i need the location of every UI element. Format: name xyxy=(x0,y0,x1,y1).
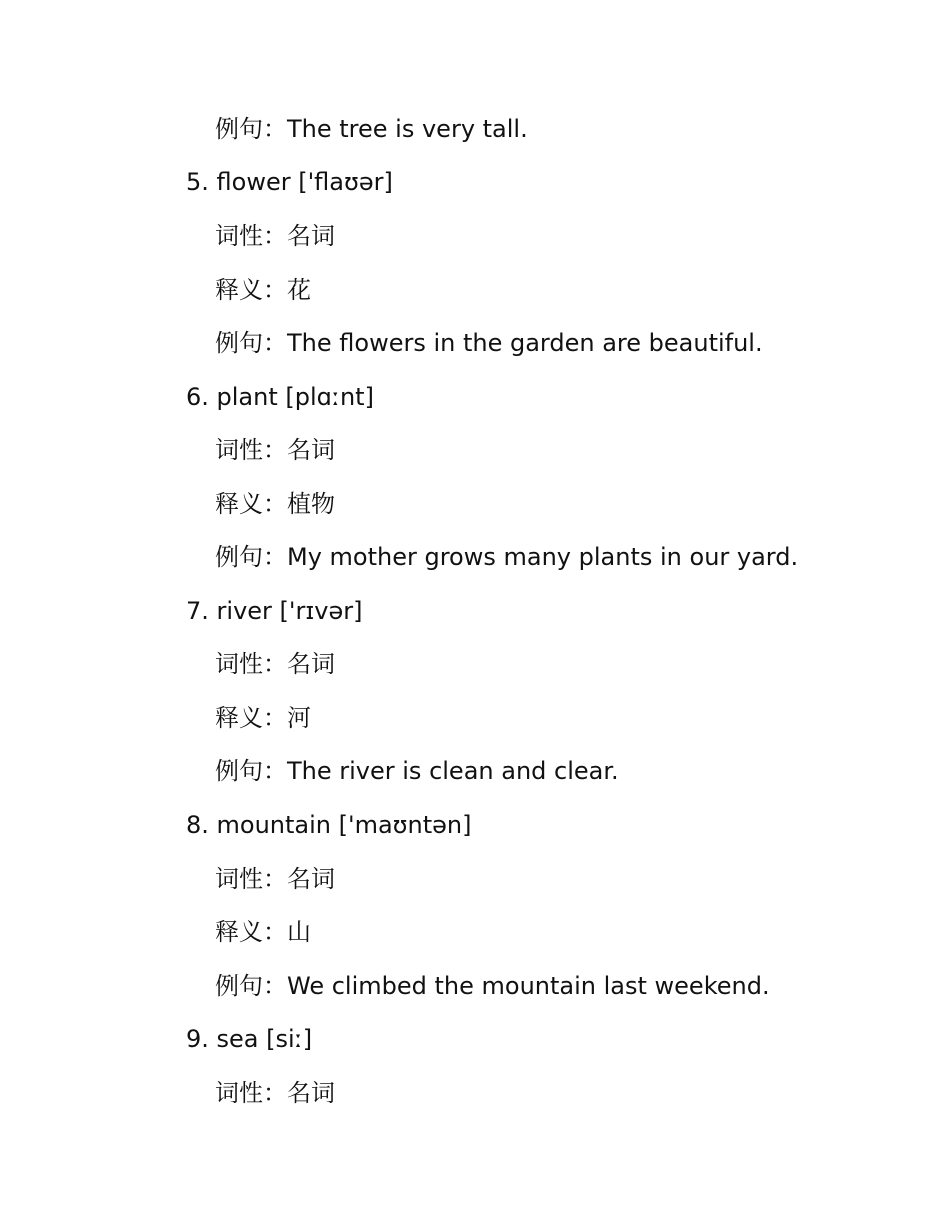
field-label: 释义 xyxy=(215,704,263,732)
field-separator: ： xyxy=(263,276,287,304)
field-separator: ： xyxy=(263,972,287,1000)
example-sentence-line xyxy=(215,542,798,572)
definition: 山 xyxy=(287,918,311,946)
example-sentence: The river is clean and clear. xyxy=(287,757,619,785)
vocab-entry-heading: 6. plant [plɑːnt] xyxy=(186,383,374,411)
field-separator: ： xyxy=(263,757,287,785)
definition: 植物 xyxy=(287,490,335,518)
field-separator: ： xyxy=(263,329,287,357)
part-of-speech: 名词 xyxy=(287,650,335,678)
field-label: 例句 xyxy=(215,543,263,571)
definition-line xyxy=(215,917,311,947)
field-separator: ： xyxy=(263,543,287,571)
field-separator: ： xyxy=(263,865,287,893)
definition-line xyxy=(215,489,335,519)
example-sentence: The flowers in the garden are beautiful. xyxy=(287,329,763,357)
vocab-entry-heading: 5. flower ['flaʊər] xyxy=(186,168,393,196)
example-sentence: My mother grows many plants in our yard. xyxy=(287,543,799,571)
definition: 花 xyxy=(287,276,311,304)
field-separator: ： xyxy=(263,115,287,143)
example-sentence-line xyxy=(215,328,763,358)
field-label: 例句 xyxy=(215,972,263,1000)
field-separator: ： xyxy=(263,918,287,946)
field-separator: ： xyxy=(263,436,287,464)
example-sentence: We climbed the mountain last weekend. xyxy=(287,972,770,1000)
part-of-speech: 名词 xyxy=(287,865,335,893)
field-separator: ： xyxy=(263,650,287,678)
vocab-entry-heading: 9. sea [siː] xyxy=(186,1025,313,1053)
field-label: 释义 xyxy=(215,918,263,946)
example-sentence-line xyxy=(215,114,528,144)
field-label: 释义 xyxy=(215,490,263,518)
vocab-entry-heading: 8. mountain ['maʊntən] xyxy=(186,811,472,839)
example-sentence-line xyxy=(215,971,770,1001)
field-separator: ： xyxy=(263,490,287,518)
field-label: 例句 xyxy=(215,115,263,143)
field-label: 词性 xyxy=(215,865,263,893)
field-separator: ： xyxy=(263,222,287,250)
field-label: 词性 xyxy=(215,222,263,250)
example-sentence-line xyxy=(215,756,619,786)
part-of-speech: 名词 xyxy=(287,436,335,464)
field-label: 词性 xyxy=(215,1079,263,1107)
example-sentence: The tree is very tall. xyxy=(287,115,528,143)
definition: 河 xyxy=(287,704,311,732)
part-of-speech: 名词 xyxy=(287,222,335,250)
field-separator: ： xyxy=(263,1079,287,1107)
field-label: 例句 xyxy=(215,329,263,357)
part-of-speech-line xyxy=(215,1078,335,1108)
part-of-speech-line xyxy=(215,435,335,465)
part-of-speech: 名词 xyxy=(287,1079,335,1107)
definition-line xyxy=(215,703,311,733)
vocab-entry-heading: 7. river ['rɪvər] xyxy=(186,597,363,625)
field-label: 例句 xyxy=(215,757,263,785)
field-separator: ： xyxy=(263,704,287,732)
field-label: 词性 xyxy=(215,650,263,678)
part-of-speech-line xyxy=(215,864,335,894)
field-label: 释义 xyxy=(215,276,263,304)
field-label: 词性 xyxy=(215,436,263,464)
part-of-speech-line xyxy=(215,221,335,251)
definition-line xyxy=(215,275,311,305)
part-of-speech-line xyxy=(215,649,335,679)
